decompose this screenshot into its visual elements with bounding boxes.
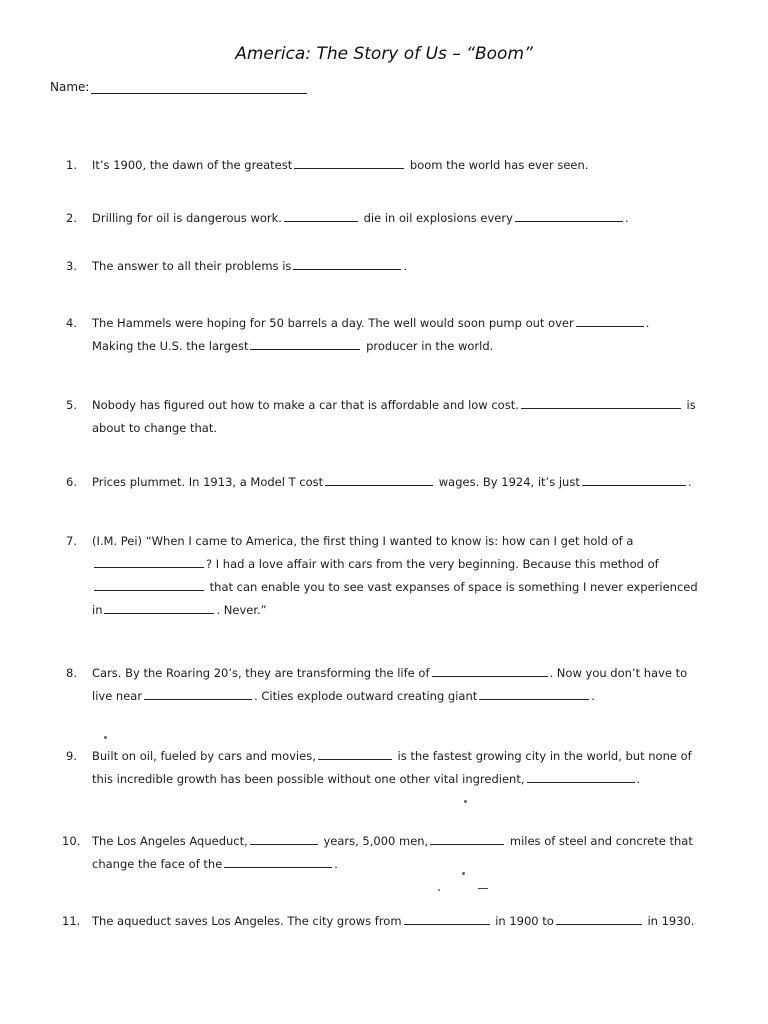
question-text-segment: . (403, 259, 408, 273)
answer-blank[interactable] (404, 912, 490, 925)
question-text-segment: . Never.” (216, 603, 267, 617)
answer-blank[interactable] (250, 832, 318, 845)
question-number: 3. (66, 259, 77, 273)
answer-blank[interactable] (104, 601, 214, 614)
answer-blank[interactable] (556, 912, 642, 925)
question-line (92, 154, 716, 177)
question-text-segment: this incredible growth has been possible without one other vital ingredient, (92, 772, 525, 786)
question-line (92, 662, 716, 685)
question-line (92, 417, 716, 440)
question-text-segment: . (645, 316, 650, 330)
question-text (92, 394, 716, 440)
question-11 (62, 910, 716, 933)
question-line (92, 768, 716, 791)
question-7 (66, 530, 716, 622)
question-line (92, 255, 716, 278)
question-line (92, 312, 716, 335)
question-text-segment: Built on oil, fueled by cars and movies, (92, 749, 316, 763)
question-line (92, 745, 716, 768)
question-number: 8. (66, 666, 77, 680)
question-text-segment: live near (92, 689, 143, 703)
page-title: America: The Story of Us – “Boom” (235, 44, 533, 64)
scan-speck (464, 800, 467, 803)
question-text-segment: boom the world has ever seen. (406, 158, 589, 172)
question-6 (66, 471, 716, 494)
question-text (92, 530, 716, 622)
scan-speck (438, 889, 440, 891)
question-number: 10. (62, 834, 81, 848)
question-text-segment: (I.M. Pei) “When I came to America, the first thing I wanted to know is: how can I get hold of a (92, 534, 634, 548)
question-5 (66, 394, 716, 440)
question-text-segment: . (334, 857, 338, 871)
question-text-segment: The Los Angeles Aqueduct, (92, 834, 248, 848)
question-text-segment: producer in the world. (362, 339, 494, 353)
question-text (92, 255, 716, 278)
question-line (92, 335, 716, 358)
question-text-segment: It’s 1900, the dawn of the greatest (92, 158, 293, 172)
question-8 (66, 662, 716, 708)
answer-blank[interactable] (284, 209, 358, 222)
question-number: 4. (66, 316, 77, 330)
question-text-segment: is (682, 398, 696, 412)
question-text-segment: in 1930. (643, 914, 695, 928)
question-text (92, 154, 716, 177)
question-text-segment: Making the U.S. the largest (92, 339, 249, 353)
question-text (92, 662, 716, 708)
question-text-segment: change the face of the (92, 857, 223, 871)
answer-blank[interactable] (582, 473, 686, 486)
question-text-segment: die in oil explosions every (359, 211, 513, 225)
question-number: 6. (66, 475, 77, 489)
question-text-segment: is the fastest growing city in the world, but none of (393, 749, 692, 763)
answer-blank[interactable] (430, 832, 504, 845)
answer-blank[interactable] (294, 156, 404, 169)
answer-blank[interactable] (144, 687, 252, 700)
question-text-segment: . (636, 772, 641, 786)
answer-blank[interactable] (325, 473, 433, 486)
question-3 (66, 255, 716, 278)
question-text-segment: The answer to all their problems is (92, 259, 292, 273)
question-number: 9. (66, 749, 77, 763)
question-line (92, 576, 716, 599)
answer-blank[interactable] (94, 555, 204, 568)
question-number: 1. (66, 158, 77, 172)
question-text (92, 312, 716, 358)
answer-blank[interactable] (527, 770, 635, 783)
question-text-segment: . (591, 689, 595, 703)
question-text-segment: Drilling for oil is dangerous work. (92, 211, 282, 225)
question-text-segment: years, 5,000 men, (319, 834, 429, 848)
question-4 (66, 312, 716, 358)
question-text-segment: in (92, 603, 103, 617)
question-text-segment: . (687, 475, 692, 489)
question-text-segment: . Cities explode outward creating giant (254, 689, 478, 703)
question-line (92, 394, 716, 417)
scan-mark (478, 888, 488, 889)
question-text-segment: ? I had a love affair with cars from the very beginning. Because this method of (206, 557, 659, 571)
question-line (92, 207, 716, 230)
question-line (92, 910, 716, 933)
question-text-segment: miles of steel and concrete that (506, 834, 693, 848)
answer-blank[interactable] (479, 687, 589, 700)
answer-blank[interactable] (576, 314, 644, 327)
answer-blank[interactable] (515, 209, 623, 222)
question-text-segment: Nobody has figured out how to make a car that is affordable and low cost. (92, 398, 519, 412)
question-10 (62, 830, 716, 876)
question-1 (66, 154, 716, 177)
question-line (92, 530, 716, 553)
question-text-segment: The Hammels were hoping for 50 barrels a day. The well would soon pump out over (92, 316, 574, 330)
scan-speck (462, 872, 465, 875)
question-line (92, 685, 716, 708)
question-text-segment: The aqueduct saves Los Angeles. The city grows from (92, 914, 402, 928)
answer-blank[interactable] (318, 747, 392, 760)
question-text-segment: . (624, 211, 629, 225)
answer-blank[interactable] (521, 396, 681, 409)
question-text (92, 745, 716, 791)
question-line (92, 830, 716, 853)
question-text-segment: Cars. By the Roaring 20’s, they are transforming the life of (92, 666, 430, 680)
answer-blank[interactable] (293, 257, 401, 270)
question-text-segment: about to change that. (92, 421, 218, 435)
question-text (92, 830, 716, 876)
name-label: Name: (50, 80, 90, 94)
question-text (92, 471, 716, 494)
question-text-segment: that can enable you to see vast expanses of space is something I never experienced (206, 580, 698, 594)
question-line (92, 599, 716, 622)
question-line (92, 853, 716, 876)
answer-blank[interactable] (432, 664, 548, 677)
answer-blank[interactable] (94, 578, 204, 591)
question-text-segment: wages. By 1924, it’s just (435, 475, 580, 489)
question-number: 2. (66, 211, 77, 225)
question-number: 5. (66, 398, 77, 412)
question-2 (66, 207, 716, 230)
question-text (92, 910, 716, 933)
name-blank[interactable] (91, 80, 307, 94)
scan-speck (104, 736, 107, 739)
question-number: 11. (62, 914, 81, 928)
answer-blank[interactable] (250, 337, 360, 350)
question-text-segment: Prices plummet. In 1913, a Model T cost (92, 475, 324, 489)
question-text-segment: . Now you don’t have to (549, 666, 688, 680)
question-9 (66, 745, 716, 791)
name-row (50, 80, 307, 94)
question-number: 7. (66, 534, 77, 548)
question-text (92, 207, 716, 230)
question-line (92, 471, 716, 494)
question-line (92, 553, 716, 576)
question-text-segment: in 1900 to (491, 914, 554, 928)
answer-blank[interactable] (224, 855, 332, 868)
